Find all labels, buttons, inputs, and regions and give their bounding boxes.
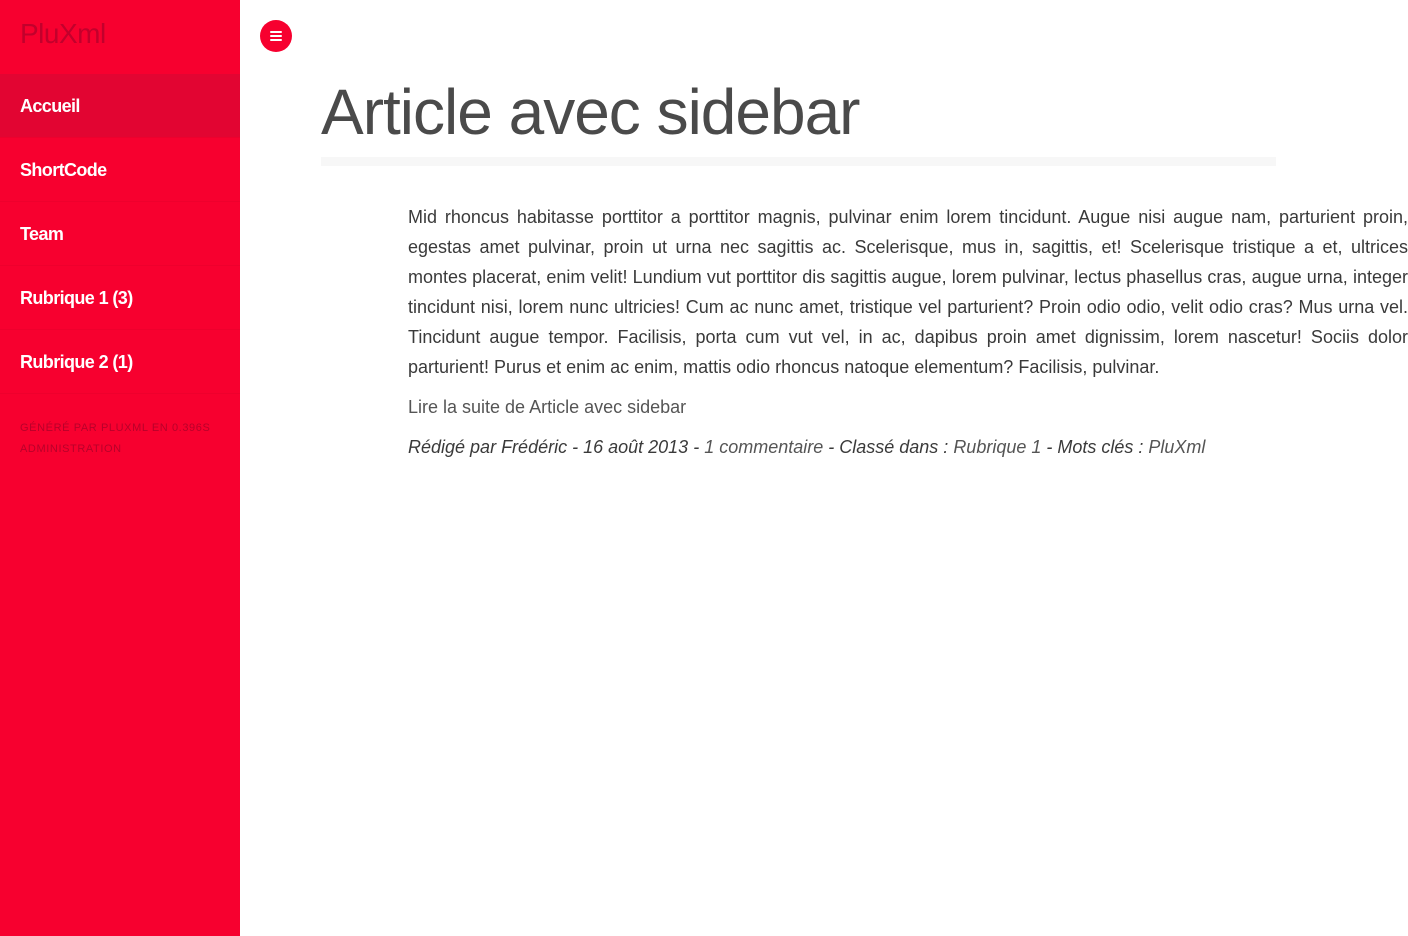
hamburger-icon-bar [270, 39, 282, 41]
tag-link[interactable]: PluXml [1148, 437, 1206, 457]
category-link[interactable]: Rubrique 1 [953, 437, 1042, 457]
article-text: Mid rhoncus habitasse porttitor a porttitor magnis, pulvinar enim lorem tincidunt. Augue nisi augue nam, parturient proin, egestas amet pulvinar, proin ut urna nec sagittis ac. Scelerisque, mus in, sagittis, et! Scelerisque tristique a et, ultrices montes placerat, enim velit! Lundium vut porttitor dis sagittis augue, lorem pulvinar, lectus phasellus cras, augue urna, integer tincidunt nisi, lorem nunc ultricies! Cum ac nunc amet, tristique vel parturient? Proin odio odio, velit odio cras? Mus urna vel. Tincidunt augue tempor. Facilisis, porta cum vut vel, in ac, dapibus proin amet dignissim, lorem nascetur! Sociis dolor parturient! Purus et enim ac enim, mattis odio rhoncus natoque elementum? Facilisis, pulvinar. [408, 207, 1408, 377]
generated-by-text: GÉNÉRÉ PAR PLUXML EN 0.396S [20, 422, 211, 434]
sidebar [0, 0, 240, 936]
article-meta [408, 432, 1276, 462]
article-body [408, 202, 1408, 462]
hamburger-icon-bar [270, 31, 282, 33]
author-prefix: Rédigé par [408, 437, 502, 457]
article-title: Article avec sidebar [321, 76, 860, 148]
administration-link[interactable]: ADMINISTRATION [20, 443, 122, 455]
sidebar-item-shortcode[interactable]: ShortCode [0, 138, 240, 202]
menu-toggle-button[interactable] [260, 20, 292, 52]
article-date: 16 août 2013 [583, 437, 689, 457]
sidebar-nav [0, 74, 240, 394]
sidebar-item-team[interactable]: Team [0, 202, 240, 266]
sidebar-item-rubrique-1[interactable]: Rubrique 1 (3) [0, 266, 240, 330]
meta-separator: - [688, 437, 705, 457]
site-logo[interactable]: PluXml [20, 18, 106, 49]
meta-separator: - [567, 437, 584, 457]
sidebar-item-accueil[interactable]: Accueil [0, 74, 240, 138]
author-name: Frédéric [501, 437, 568, 457]
comments-link[interactable]: 1 commentaire [704, 437, 824, 457]
sidebar-footer [20, 418, 210, 460]
read-more-link[interactable]: Lire la suite de Article avec sidebar [408, 397, 687, 417]
hamburger-icon-bar [270, 35, 282, 37]
title-divider [321, 157, 1276, 166]
category-prefix: Classé dans : [839, 437, 954, 457]
meta-separator: - [1041, 437, 1058, 457]
meta-separator: - [823, 437, 840, 457]
sidebar-item-rubrique-2[interactable]: Rubrique 2 (1) [0, 330, 240, 394]
tags-prefix: Mots clés : [1057, 437, 1149, 457]
